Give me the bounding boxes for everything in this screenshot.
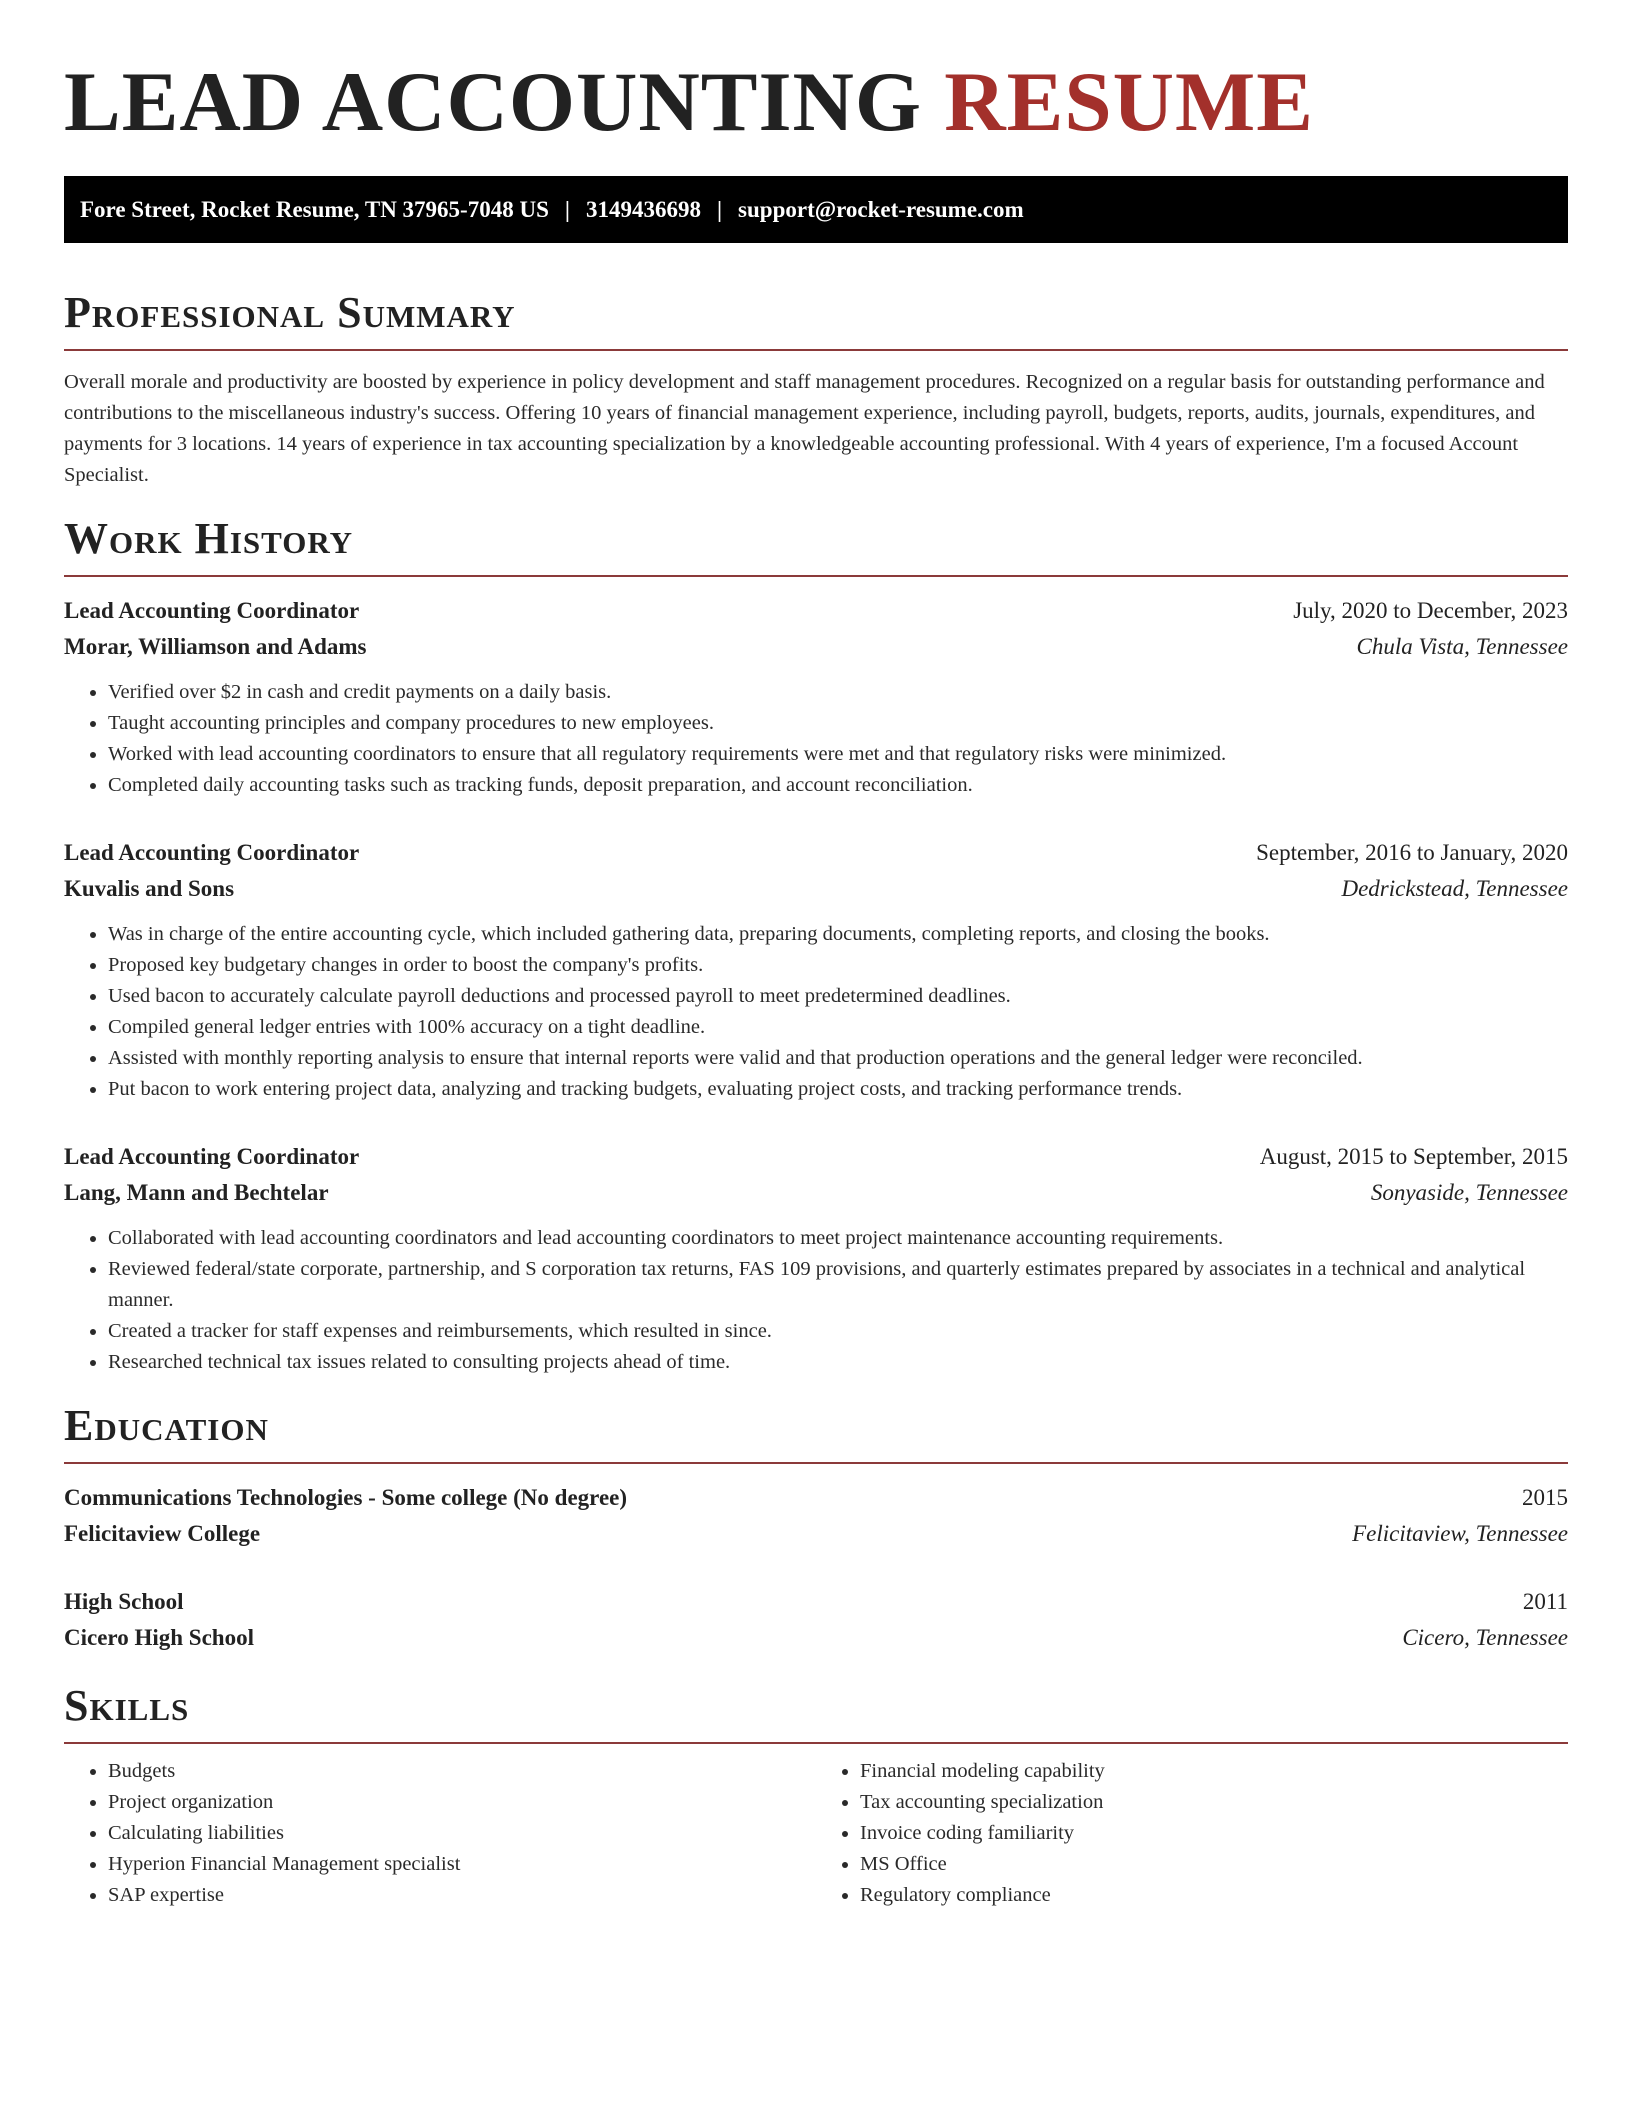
job-title: Lead Accounting Coordinator bbox=[64, 1144, 360, 1169]
job-bullet: • Used bacon to accurately calculate payroll deductions and processed payroll to meet predetermined deadlines. bbox=[108, 981, 1568, 1012]
education-year: 2011 bbox=[1522, 1589, 1568, 1614]
job-location: Dedrickstead, Tennessee bbox=[1341, 876, 1568, 901]
education-heading: Education bbox=[64, 1401, 269, 1450]
job-bullet: • Created a tracker for staff expenses and reimbursements, which resulted in since. bbox=[108, 1316, 1568, 1347]
skill-item: • Calculating liabilities bbox=[108, 1818, 816, 1849]
section-divider bbox=[64, 349, 1568, 351]
skill-item: • Hyperion Financial Management specialist bbox=[108, 1849, 816, 1880]
job-bullets bbox=[64, 919, 1568, 1105]
summary-text: Overall morale and productivity are boosted by experience in policy development and staff management procedures. Recognized on a regular basis for outstanding performance and contributions to the miscellaneous industry's success. Offering 10 years of financial management experience, including payroll, budgets, reports, audits, journals, expenditures, and payments for 3 locations. 14 years of experience in tax accounting specialization by a knowledgeable accounting professional. With 4 years of experience, I'm a focused Account Specialist. bbox=[64, 371, 1545, 486]
job-bullet: • Compiled general ledger entries with 100% accuracy on a tight deadline. bbox=[108, 1012, 1568, 1043]
skills-list-left bbox=[64, 1756, 816, 1911]
contact-bar bbox=[64, 176, 1568, 243]
job-dates: July, 2020 to December, 2023 bbox=[1293, 598, 1568, 623]
title-main: LEAD ACCOUNTING bbox=[64, 55, 923, 149]
education-school: Cicero High School bbox=[64, 1625, 254, 1650]
job-company: Lang, Mann and Bechtelar bbox=[64, 1180, 329, 1205]
job-bullet: • Worked with lead accounting coordinators to ensure that all regulatory requirements were met and that regulatory risks were minimized. bbox=[108, 739, 1568, 770]
job-bullet: • Proposed key budgetary changes in order to boost the company's profits. bbox=[108, 950, 1568, 981]
skill-item: • Tax accounting specialization bbox=[860, 1787, 1568, 1818]
job-bullet: • Was in charge of the entire accounting cycle, which included gathering data, preparing documents, completing reports, and closing the books. bbox=[108, 919, 1568, 950]
skills-heading: Skills bbox=[64, 1681, 190, 1730]
summary-section bbox=[64, 287, 1568, 491]
skill-item: • Budgets bbox=[108, 1756, 816, 1787]
job-bullet: • Put bacon to work entering project data, analyzing and tracking budgets, evaluating project costs, and tracking performance trends. bbox=[108, 1074, 1568, 1105]
job-bullets bbox=[64, 677, 1568, 801]
job-company: Morar, Williamson and Adams bbox=[64, 634, 367, 659]
education-degree: Communications Technologies - Some college (No degree) bbox=[64, 1485, 628, 1510]
education-location: Cicero, Tennessee bbox=[1402, 1625, 1568, 1650]
job-bullet: • Assisted with monthly reporting analysis to ensure that internal reports were valid and that production operations and the general ledger were reconciled. bbox=[108, 1043, 1568, 1074]
section-divider bbox=[64, 1742, 1568, 1744]
job-title: Lead Accounting Coordinator bbox=[64, 840, 360, 865]
resume-title bbox=[64, 52, 1568, 152]
skill-item: • Project organization bbox=[108, 1787, 816, 1818]
education-entry bbox=[64, 1480, 1568, 1552]
title-accent: RESUME bbox=[944, 55, 1314, 149]
contact-address: Fore Street, Rocket Resume, TN 37965-7048 US bbox=[80, 196, 549, 222]
skill-item: • Invoice coding familiarity bbox=[860, 1818, 1568, 1849]
contact-phone: 3149436698 bbox=[585, 196, 701, 222]
education-section bbox=[64, 1400, 1568, 1656]
education-entry bbox=[64, 1584, 1568, 1656]
education-degree: High School bbox=[64, 1589, 184, 1614]
skills-list-right bbox=[816, 1756, 1568, 1911]
contact-separator: | bbox=[716, 196, 723, 222]
job-dates: September, 2016 to January, 2020 bbox=[1256, 840, 1568, 865]
job-bullet: • Verified over $2 in cash and credit payments on a daily basis. bbox=[108, 677, 1568, 708]
job-location: Chula Vista, Tennessee bbox=[1356, 634, 1568, 659]
skill-item: • Financial modeling capability bbox=[860, 1756, 1568, 1787]
job-entry bbox=[64, 593, 1568, 801]
contact-separator: | bbox=[564, 196, 570, 222]
skills-section bbox=[64, 1680, 1568, 1911]
work-history-section bbox=[64, 513, 1568, 1378]
contact-email: support@rocket-resume.com bbox=[738, 196, 1024, 222]
job-bullet: • Collaborated with lead accounting coordinators and lead accounting coordinators to meet project maintenance accounting requirements. bbox=[108, 1223, 1568, 1254]
job-dates: August, 2015 to September, 2015 bbox=[1259, 1144, 1568, 1169]
section-divider bbox=[64, 1462, 1568, 1464]
job-location: Sonyaside, Tennessee bbox=[1370, 1180, 1568, 1205]
skill-item: • SAP expertise bbox=[108, 1880, 816, 1911]
job-bullet: • Reviewed federal/state corporate, partnership, and S corporation tax returns, FAS 109 provisions, and quarterly estimates prepared by associates in a technical and analytical manner. bbox=[108, 1254, 1568, 1316]
job-title: Lead Accounting Coordinator bbox=[64, 598, 360, 623]
job-entry bbox=[64, 1139, 1568, 1378]
education-year: 2015 bbox=[1522, 1485, 1568, 1510]
skill-item: • MS Office bbox=[860, 1849, 1568, 1880]
job-entry bbox=[64, 835, 1568, 1105]
job-bullet: • Taught accounting principles and company procedures to new employees. bbox=[108, 708, 1568, 739]
job-bullet: • Completed daily accounting tasks such as tracking funds, deposit preparation, and account reconciliation. bbox=[108, 770, 1568, 801]
job-company: Kuvalis and Sons bbox=[64, 876, 235, 901]
job-bullet: • Researched technical tax issues related to consulting projects ahead of time. bbox=[108, 1347, 1568, 1378]
job-bullets bbox=[64, 1223, 1568, 1378]
section-divider bbox=[64, 575, 1568, 577]
education-school: Felicitaview College bbox=[64, 1521, 261, 1546]
skills-columns bbox=[64, 1756, 1568, 1911]
skill-item: • Regulatory compliance bbox=[860, 1880, 1568, 1911]
education-location: Felicitaview, Tennessee bbox=[1352, 1521, 1568, 1546]
work-history-heading: Work History bbox=[64, 514, 354, 563]
summary-heading: Professional Summary bbox=[64, 288, 516, 337]
